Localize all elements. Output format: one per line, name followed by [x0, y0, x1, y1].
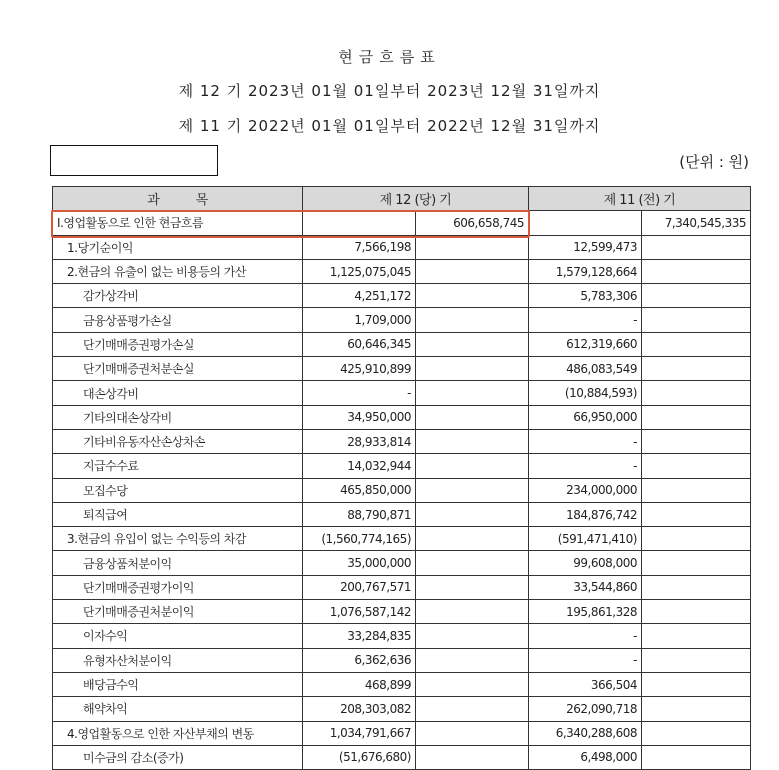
- amount-cell: [416, 697, 529, 721]
- amount-cell: (591,471,410): [529, 527, 642, 551]
- amount-cell: [642, 721, 751, 745]
- amount-cell: [642, 672, 751, 696]
- amount-cell: 184,876,742: [529, 502, 642, 526]
- amount-cell: [642, 502, 751, 526]
- table-row: [53, 721, 751, 745]
- row-label: 단기매매증권평가이익: [53, 575, 303, 599]
- amount-cell: 14,032,944: [303, 454, 416, 478]
- amount-cell: 6,498,000: [529, 745, 642, 769]
- amount-cell: [416, 429, 529, 453]
- amount-cell: [416, 357, 529, 381]
- amount-cell: 486,083,549: [529, 357, 642, 381]
- table-row: [53, 211, 751, 235]
- redacted-box: [50, 145, 218, 176]
- row-label: 4.영업활동으로 인한 자산부채의 변동: [53, 721, 303, 745]
- amount-cell: [416, 381, 529, 405]
- amount-cell: [416, 600, 529, 624]
- table-row: [53, 672, 751, 696]
- amount-cell: 606,658,745: [416, 211, 529, 235]
- table-row: [53, 624, 751, 648]
- amount-cell: -: [529, 454, 642, 478]
- amount-cell: [416, 308, 529, 332]
- amount-cell: 4,251,172: [303, 284, 416, 308]
- table-row: [53, 284, 751, 308]
- amount-cell: 366,504: [529, 672, 642, 696]
- amount-cell: 28,933,814: [303, 429, 416, 453]
- amount-cell: 208,303,082: [303, 697, 416, 721]
- amount-cell: [642, 357, 751, 381]
- amount-cell: [642, 551, 751, 575]
- row-label: 금융상품평가손실: [53, 308, 303, 332]
- amount-cell: [642, 284, 751, 308]
- table-row: [53, 478, 751, 502]
- table-row: [53, 600, 751, 624]
- amount-cell: [416, 332, 529, 356]
- amount-cell: [416, 672, 529, 696]
- amount-cell: 612,319,660: [529, 332, 642, 356]
- amount-cell: 6,340,288,608: [529, 721, 642, 745]
- unit-label: (단위 : 원): [679, 153, 749, 171]
- row-label: 1.당기순이익: [53, 235, 303, 259]
- amount-cell: [416, 551, 529, 575]
- amount-cell: (10,884,593): [529, 381, 642, 405]
- period-current: 제 12 기 2023년 01월 01일부터 2023년 12월 31일까지: [178, 82, 601, 100]
- amount-cell: 6,362,636: [303, 648, 416, 672]
- amount-cell: [416, 284, 529, 308]
- amount-cell: 1,579,128,664: [529, 259, 642, 283]
- amount-cell: 262,090,718: [529, 697, 642, 721]
- amount-cell: 35,000,000: [303, 551, 416, 575]
- amount-cell: -: [529, 624, 642, 648]
- row-label: 미수금의 감소(증가): [53, 745, 303, 769]
- amount-cell: [642, 308, 751, 332]
- row-label: 단기매매증권처분손실: [53, 357, 303, 381]
- table-row: [53, 502, 751, 526]
- table-row: [53, 454, 751, 478]
- row-label: Ⅰ.영업활동으로 인한 현금흐름: [53, 211, 303, 235]
- table-row: [53, 259, 751, 283]
- period-prior: 제 11 기 2022년 01월 01일부터 2022년 12월 31일까지: [178, 117, 601, 135]
- table-row: [53, 332, 751, 356]
- table-row: [53, 697, 751, 721]
- amount-cell: (1,560,774,165): [303, 527, 416, 551]
- amount-cell: -: [529, 308, 642, 332]
- amount-cell: 5,783,306: [529, 284, 642, 308]
- amount-cell: [642, 429, 751, 453]
- amount-cell: [642, 575, 751, 599]
- table-row: [53, 381, 751, 405]
- document-title: 현금흐름표: [338, 48, 441, 66]
- row-label: 모집수당: [53, 478, 303, 502]
- row-label: 3.현금의 유입이 없는 수익등의 차감: [53, 527, 303, 551]
- amount-cell: [642, 332, 751, 356]
- amount-cell: 234,000,000: [529, 478, 642, 502]
- amount-cell: [642, 527, 751, 551]
- amount-cell: [416, 721, 529, 745]
- cash-flow-table: [52, 186, 751, 770]
- amount-cell: [416, 259, 529, 283]
- row-label: 단기매매증권처분이익: [53, 600, 303, 624]
- amount-cell: [416, 454, 529, 478]
- amount-cell: 33,544,860: [529, 575, 642, 599]
- amount-cell: [529, 211, 642, 235]
- amount-cell: -: [303, 381, 416, 405]
- row-label: 감가상각비: [53, 284, 303, 308]
- amount-cell: 33,284,835: [303, 624, 416, 648]
- amount-cell: [642, 697, 751, 721]
- amount-cell: 468,899: [303, 672, 416, 696]
- amount-cell: [303, 211, 416, 235]
- amount-cell: 425,910,899: [303, 357, 416, 381]
- amount-cell: [416, 648, 529, 672]
- amount-cell: 200,767,571: [303, 575, 416, 599]
- amount-cell: -: [529, 648, 642, 672]
- amount-cell: [642, 235, 751, 259]
- amount-cell: 465,850,000: [303, 478, 416, 502]
- amount-cell: 88,790,871: [303, 502, 416, 526]
- amount-cell: [416, 502, 529, 526]
- row-label: 기타의대손상각비: [53, 405, 303, 429]
- amount-cell: [416, 624, 529, 648]
- row-label: 기타비유동자산손상차손: [53, 429, 303, 453]
- amount-cell: [642, 454, 751, 478]
- table-row: [53, 235, 751, 259]
- amount-cell: -: [529, 429, 642, 453]
- amount-cell: 66,950,000: [529, 405, 642, 429]
- amount-cell: 1,076,587,142: [303, 600, 416, 624]
- amount-cell: [642, 624, 751, 648]
- amount-cell: [642, 381, 751, 405]
- amount-cell: 1,125,075,045: [303, 259, 416, 283]
- table-row: [53, 575, 751, 599]
- table-row: [53, 357, 751, 381]
- amount-cell: [642, 600, 751, 624]
- table-row: [53, 648, 751, 672]
- row-label: 단기매매증권평가손실: [53, 332, 303, 356]
- table-row: [53, 551, 751, 575]
- row-label: 해약차익: [53, 697, 303, 721]
- row-label: 지급수수료: [53, 454, 303, 478]
- amount-cell: 7,566,198: [303, 235, 416, 259]
- table-row: [53, 527, 751, 551]
- row-label: 2.현금의 유출이 없는 비용등의 가산: [53, 259, 303, 283]
- row-label: 이자수익: [53, 624, 303, 648]
- table-row: [53, 429, 751, 453]
- header-item: 과 목: [53, 187, 303, 211]
- header-current: 제 12 (당) 기: [303, 187, 529, 211]
- amount-cell: [416, 478, 529, 502]
- amount-cell: 34,950,000: [303, 405, 416, 429]
- table-row: [53, 308, 751, 332]
- amount-cell: 99,608,000: [529, 551, 642, 575]
- amount-cell: 7,340,545,335: [642, 211, 751, 235]
- amount-cell: 60,646,345: [303, 332, 416, 356]
- row-label: 대손상각비: [53, 381, 303, 405]
- amount-cell: [416, 575, 529, 599]
- amount-cell: [416, 405, 529, 429]
- row-label: 금융상품처분이익: [53, 551, 303, 575]
- header-prior: 제 11 (전) 기: [529, 187, 751, 211]
- amount-cell: [642, 259, 751, 283]
- amount-cell: [416, 235, 529, 259]
- amount-cell: [416, 527, 529, 551]
- row-label: 배당금수익: [53, 672, 303, 696]
- amount-cell: [642, 648, 751, 672]
- amount-cell: 12,599,473: [529, 235, 642, 259]
- amount-cell: 195,861,328: [529, 600, 642, 624]
- amount-cell: [642, 405, 751, 429]
- row-label: 유형자산처분이익: [53, 648, 303, 672]
- amount-cell: 1,709,000: [303, 308, 416, 332]
- row-label: 퇴직급여: [53, 502, 303, 526]
- amount-cell: [642, 478, 751, 502]
- amount-cell: 1,034,791,667: [303, 721, 416, 745]
- table-row: [53, 405, 751, 429]
- amount-cell: (51,676,680): [303, 745, 416, 769]
